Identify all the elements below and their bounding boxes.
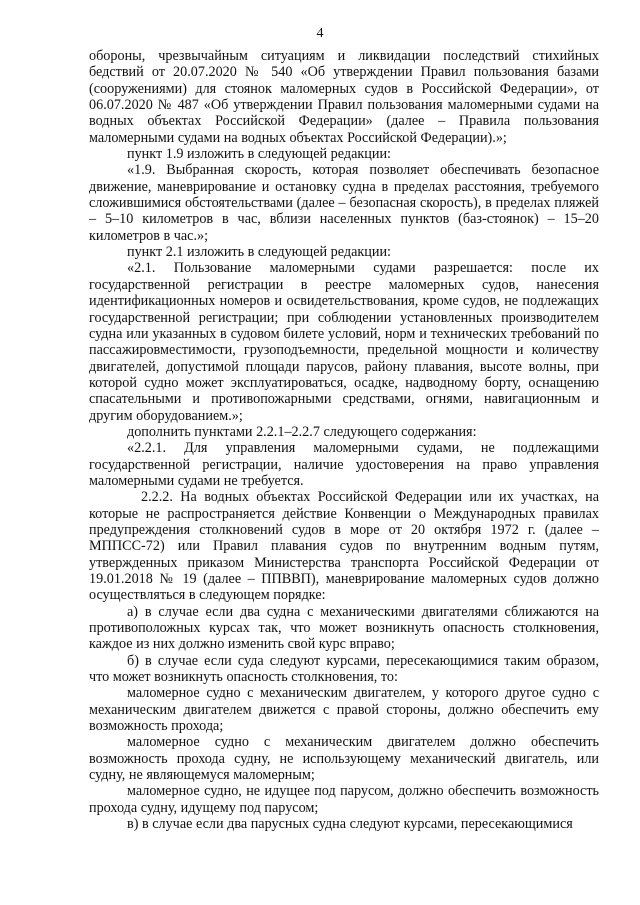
- paragraph-point-2-2-2: 2.2.2. На водных объектах Российской Федерации или их участках, на которые не распространяется действие Конвенции о Международных правилах предупреждения столкновений судов в море от 20 октября 1972 г. (далее – МППСС-72) или Правил плавания судов по внутренним водным путям, утвержденных приказом Министерства транспорта Российской Федерации от 19.01.2018 № 19 (далее – ППВВП), маневрирование маломерных судов должно осуществляться в следующем порядке:: [89, 489, 599, 604]
- document-body: [89, 48, 599, 833]
- page-number: 4: [316, 26, 324, 41]
- paragraph-point-1-9-text: «1.9. Выбранная скорость, которая позволяет обеспечивать безопасное движение, маневрирование и остановку судна в пределах расстояния, требуемого сложившимися обстоятельствами (далее – безопасная скорость), в пределах пляжей – 5–10 километров в час, вблизи населенных пунктов (баз-стоянок) – 15–20 километров в час.»;: [89, 162, 599, 244]
- paragraph-point-2-2-1: «2.2.1. Для управления маломерными судами, не подлежащими государственной регистрации, наличие удостоверения на право управления маломерными судами не требуется.: [89, 440, 599, 489]
- paragraph-point-2-1-text: «2.1. Пользование маломерными судами разрешается: после их государственной регистрации в реестре маломерных судов, нанесения идентификационных номеров и освидетельствования, кроме судов, не подлежащих государственной регистрации; при соблюдении установленных производителем судна или указанных в судовом билете условий, норм и технических требований по пассажировместимости, грузоподъемности, предельной мощности и количеству двигателей, допустимой площади парусов, району плавания, высоте волны, при которой судно может эксплуатироваться, осадке, надводному борту, оснащению спасательными и противопожарными средствами, огнями, навигационным и другим оборудованием.»;: [89, 260, 599, 424]
- paragraph-subpoint-a: а) в случае если два судна с механическими двигателями сближаются на противоположных курсах так, что может возникнуть опасность столкновения, каждое из них должно изменить свой курс вправо;: [89, 603, 599, 653]
- paragraph-rule-non-motor: маломерное судно с механическим двигателем должно обеспечить возможность прохода судну, не использующему механический двигатель, или судну, не являющемуся маломерным;: [89, 734, 599, 784]
- paragraph-add-points-instruction: дополнить пунктами 2.2.1–2.2.7 следующего содержания:: [127, 423, 477, 440]
- paragraph-intro-continuation: обороны, чрезвычайным ситуациям и ликвидации последствий стихийных бедствий от 20.07.2020 № 540 «Об утверждении Правил пользования базами (сооружениями) для стоянок маломерных судов в Российской Федерации», от 06.07.2020 № 487 «Об утверждении Правил пользования маломерными судами на водных объектах Российской Федерации» (далее – Правила пользования маломерными судами на водных объектах Российской Федерации).»;: [89, 48, 599, 146]
- paragraph-point-2-1-instruction: пункт 2.1 изложить в следующей редакции:: [127, 244, 391, 261]
- paragraph-point-1-9-instruction: пункт 1.9 изложить в следующей редакции:: [127, 146, 391, 163]
- paragraph-subpoint-v: в) в случае если два парусных судна следуют курсами, пересекающимися: [127, 816, 573, 833]
- paragraph-subpoint-b: б) в случае если суда следуют курсами, пересекающимися таким образом, что может возникнуть опасность столкновения, то:: [89, 652, 599, 686]
- paragraph-rule-right-side: маломерное судно с механическим двигателем, у которого другое судно с механическим двигателем движется с правой стороны, должно обеспечить ему возможность прохода;: [89, 685, 599, 735]
- paragraph-rule-sail: маломерное судно, не идущее под парусом, должно обеспечить возможность прохода судну, идущему под парусом;: [89, 783, 599, 816]
